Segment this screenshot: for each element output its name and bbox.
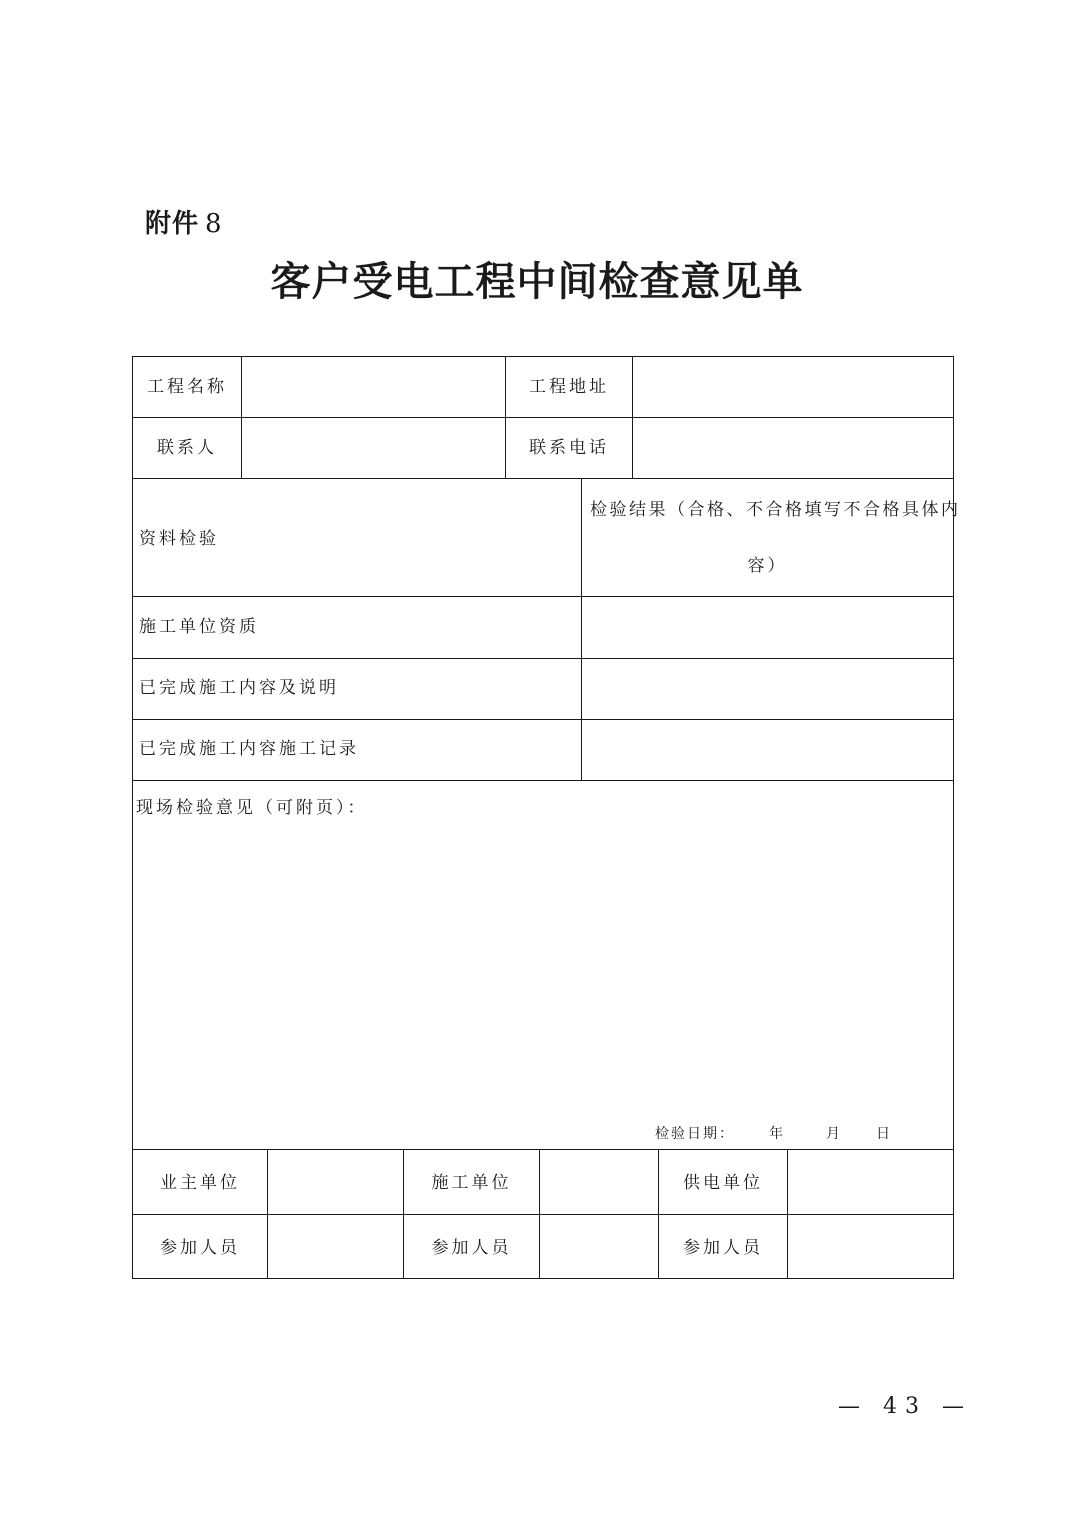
- inspection-result-label-line1: 检验结果（合格、不合格填写不合格具体内: [590, 500, 961, 520]
- table-border-top: [132, 356, 954, 357]
- inspection-date-year: 年: [769, 1126, 785, 1142]
- row-divider: [132, 719, 954, 720]
- construction-participants-label: 参加人员: [431, 1238, 512, 1258]
- table-border-bottom: [132, 1278, 954, 1279]
- inspection-result-label-line2: 容）: [747, 556, 788, 576]
- column-divider: [241, 356, 242, 478]
- contractor-qualification-label: 施工单位资质: [139, 617, 259, 637]
- inspection-date-month: 月: [826, 1126, 842, 1142]
- inspection-date-label: 检验日期：: [655, 1126, 735, 1142]
- construction-unit-label: 施工单位: [431, 1173, 512, 1193]
- completed-work-description-label: 已完成施工内容及说明: [139, 678, 339, 698]
- column-divider: [632, 356, 633, 478]
- page-number: — 43 —: [838, 1394, 972, 1419]
- power-supply-unit-label: 供电单位: [683, 1173, 763, 1193]
- document-check-label: 资料检验: [139, 529, 219, 549]
- owner-participants-label: 参加人员: [160, 1238, 240, 1258]
- column-divider: [403, 1149, 404, 1279]
- contact-label: 联系人: [157, 438, 217, 458]
- power-supply-participants-label: 参加人员: [683, 1238, 763, 1258]
- contact-phone-label: 联系电话: [529, 438, 609, 458]
- project-name-label: 工程名称: [147, 377, 227, 397]
- column-divider: [505, 356, 506, 478]
- column-divider: [539, 1149, 540, 1279]
- document-title: 客户受电工程中间检查意见单: [270, 258, 804, 305]
- owner-unit-label: 业主单位: [160, 1173, 240, 1193]
- column-divider: [658, 1149, 659, 1279]
- column-divider: [581, 478, 582, 780]
- column-divider: [787, 1149, 788, 1279]
- completed-work-record-label: 已完成施工内容施工记录: [139, 739, 359, 759]
- row-divider: [132, 780, 954, 781]
- row-divider: [132, 1214, 954, 1215]
- inspection-date-day: 日: [876, 1126, 892, 1142]
- attachment-number: 8: [205, 209, 223, 239]
- row-divider: [132, 1149, 954, 1150]
- table-border-left: [132, 356, 133, 1279]
- attachment-prefix: 附件: [145, 209, 200, 239]
- table-border-right: [953, 356, 954, 1279]
- attachment-label: [145, 203, 223, 240]
- project-address-label: 工程地址: [529, 377, 609, 397]
- column-divider: [267, 1149, 268, 1279]
- row-divider: [132, 478, 954, 479]
- row-divider: [132, 417, 954, 418]
- row-divider: [132, 596, 954, 597]
- row-divider: [132, 658, 954, 659]
- site-opinion-label: 现场检验意见（可附页）：: [136, 798, 368, 818]
